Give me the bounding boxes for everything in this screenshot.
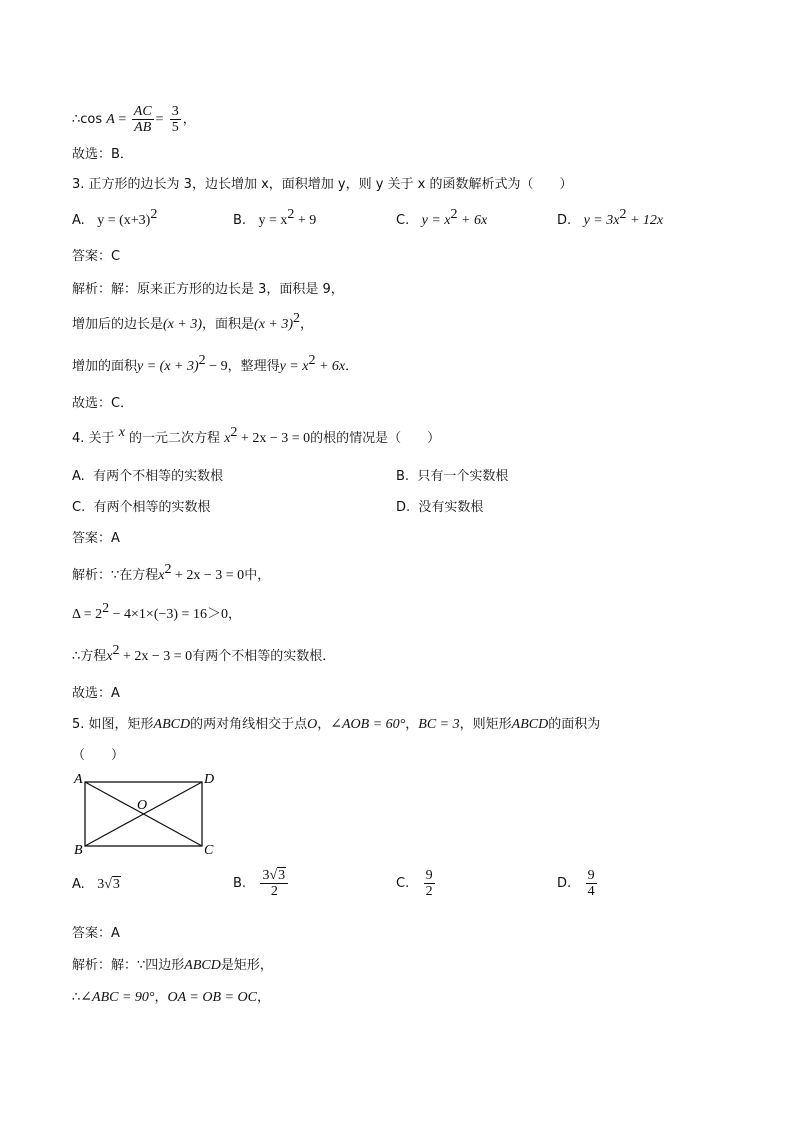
q5-option-a: A. 3√3 <box>72 877 120 892</box>
q4-option-d: D. 没有实数根 <box>396 500 484 515</box>
rectangle-figure <box>70 768 220 860</box>
q3-answer: 答案：C <box>72 249 121 264</box>
q3-option-c: C. $y = x^2 + 6x$ <box>396 207 488 228</box>
q3-choice: 故选：C． <box>72 396 134 411</box>
q4-option-a: A. 有两个不相等的实数根 <box>72 469 224 484</box>
choice-line: 故选：B． <box>72 147 133 162</box>
label-o: O <box>137 798 148 813</box>
q5-stem-paren: （ ） <box>72 748 125 763</box>
q3-option-b: B. $y = x^2 + 9$ <box>233 207 317 228</box>
q5-answer: 答案：A <box>72 926 120 941</box>
q5-option-d: D. $\frac{9}{4}$ <box>557 868 595 899</box>
numerator: 3 <box>171 104 179 119</box>
q4-choice: 故选：A <box>72 686 120 701</box>
fraction-3-5 <box>170 104 181 135</box>
q5-option-b: B. $\frac{3√3}{2}$ <box>233 868 290 899</box>
q4-solution-1: 解析：∵在方程$x^2 + 2x - 3 = 0$中， <box>72 562 271 583</box>
q3-solution-3: 增加的面积$y = (x + 3)^2 - 9$，整理得$y = x^2 + 6x$． <box>72 353 359 374</box>
q3-stem: 3. 正方形的边长为 3，边长增加 x，面积增加 y，则 y 关于 x 的函数解析式为（ ） <box>72 177 573 192</box>
denominator: 5 <box>171 120 179 135</box>
label-b: B <box>74 843 83 858</box>
label-c: C <box>204 843 214 858</box>
q4-stem: 4. 关于 $^x$ 的一元二次方程 $x^2 + 2x - 3 = 0$的根的情况是（ ） <box>72 425 441 446</box>
q3-option-a: A. $y = (x+3)^2$ <box>72 207 158 228</box>
cos-var: A <box>106 112 115 127</box>
numerator: AC <box>133 104 152 119</box>
q5-stem: 5. 如图，矩形ABCD的两对角线相交于点O，∠AOB = 60°，BC = 3，则矩形ABCD的面积为 <box>72 717 601 732</box>
q4-solution-2: $\Delta = 2^2 - 4\times 1\times(-3) = 16>0$， <box>72 601 241 622</box>
denominator: AB <box>134 120 152 135</box>
q4-option-b: B. 只有一个实数根 <box>396 469 509 484</box>
q4-option-c: C. 有两个相等的实数根 <box>72 500 211 515</box>
label-a: A <box>74 772 83 787</box>
q5-solution-2: ∴∠ABC = 90°，OA = OB = OC， <box>72 990 270 1005</box>
q4-answer: 答案：A <box>72 531 120 546</box>
cos-equation: ∴cos A = $\frac{AC}{AB}$ = $\frac{3}{5}$ ， <box>72 104 196 135</box>
q3-option-d: D. $y = 3x^2 + 12x$ <box>557 207 664 228</box>
q5-option-c: C. $\frac{9}{2}$ <box>396 868 433 899</box>
label-d: D <box>204 772 215 787</box>
q5-solution-1: 解析：解：∵四边形ABCD是矩形， <box>72 958 273 973</box>
q3-solution-1: 解析：解：原来正方形的边长是 3，面积是 9， <box>72 282 344 297</box>
cos-prefix: ∴cos <box>72 112 103 127</box>
q3-solution-2: 增加后的边长是(x + 3)，面积是$(x + 3)^2$， <box>72 311 314 332</box>
q4-solution-3: ∴方程$x^2 + 2x - 3 = 0$有两个不相等的实数根． <box>72 643 336 664</box>
fraction-ac-ab <box>132 104 154 135</box>
